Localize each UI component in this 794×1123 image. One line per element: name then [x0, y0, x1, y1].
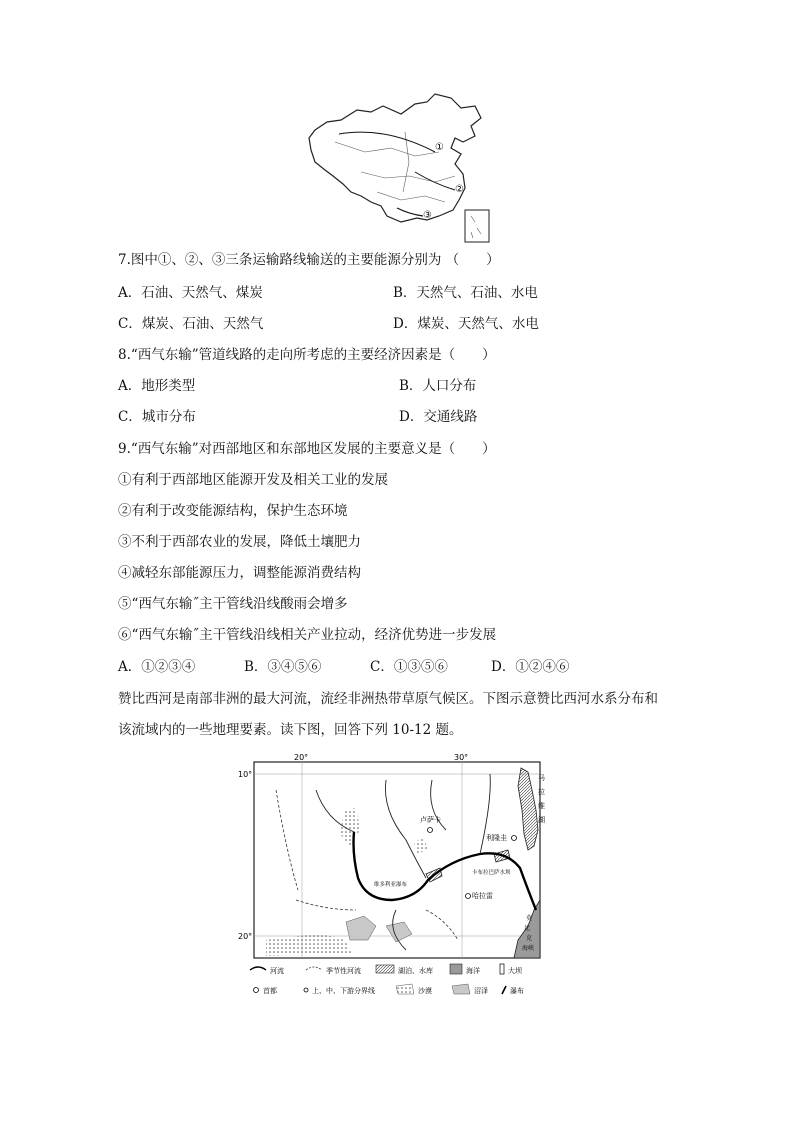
lat-label-10: 10°: [238, 770, 253, 779]
label-victoria-falls: 维多利亚瀑布: [374, 882, 408, 888]
lon-label-30: 30°: [454, 753, 469, 762]
province-border: [377, 192, 445, 202]
label-lake-malawi: 维: [538, 802, 545, 810]
map-legend: [250, 964, 524, 995]
legend-swamp-symbol: [452, 984, 470, 994]
label-lake-malawi: 马: [538, 774, 545, 782]
q9-stem: 9.“西气东输”对西部地区和东部地区发展的主要意义是（ ）: [118, 441, 496, 457]
q9-item-3: ③不利于西部农业的发展，降低土壤肥力: [118, 534, 361, 550]
q9-option-d[interactable]: D．①②④⑥: [491, 659, 570, 675]
label-lusaka: 卢萨卡: [420, 816, 441, 824]
passage-line-1: 赞比西河是南部非洲的最大河流，流经非洲热带草原气候区。下图示意赞比西河水系分布和: [118, 691, 658, 707]
province-border: [361, 172, 455, 182]
label-lake-malawi: 拉: [538, 788, 545, 796]
marker-3: ③: [423, 210, 432, 221]
q9-item-4: ④减轻东部能源压力，调整能源消费结构: [118, 565, 361, 581]
q9-item-2: ②有利于改变能源结构，保护生态环境: [118, 503, 348, 519]
label-mozambique-channel: 比: [524, 925, 531, 932]
label-harare: 哈拉雷: [472, 892, 493, 900]
legend-dam: 大坝: [508, 967, 522, 975]
passage-line-2: 该流域内的一些地理要素。读下图，回答下列 10-12 题。: [118, 722, 463, 738]
legend-dam-symbol: [500, 964, 504, 974]
legend-river-symbol: [250, 967, 266, 970]
capital-lusaka-symbol: [428, 828, 433, 833]
q8-option-a[interactable]: A．地形类型: [118, 378, 196, 394]
label-lilongwe: 利隆圭: [486, 834, 507, 842]
legend-ocean-symbol: [450, 964, 462, 974]
marker-2: ②: [455, 184, 464, 195]
legend-desert: 沙漠: [418, 987, 432, 995]
legend-boundary: 上、中、下游分界线: [312, 987, 375, 995]
legend-lake-reservoir: 湖泊、水库: [398, 967, 433, 975]
legend-river: 河流: [270, 967, 284, 975]
province-border: [335, 142, 439, 156]
q8-option-c[interactable]: C．城市分布: [118, 409, 196, 425]
legend-seasonal-symbol: [306, 967, 322, 970]
q9-item-5: ⑤“西气东输˝主干管线沿线酸雨会增多: [118, 596, 348, 612]
q8-option-d[interactable]: D．交通线路: [399, 409, 478, 425]
label-mozambique-channel: 克: [526, 935, 533, 942]
label-cahora-bassa: 卡布拉巴萨水坝: [472, 870, 511, 876]
q9-option-c[interactable]: C．①③⑤⑥: [370, 659, 448, 675]
q7-stem: 7.图中①、②、③三条运输路线输送的主要能源分别为 （ ）: [118, 252, 500, 268]
legend-waterfall: 瀑布: [510, 987, 524, 995]
q7-option-d[interactable]: D．煤炭、天然气、水电: [393, 316, 539, 332]
south-sea-inset: [465, 210, 489, 242]
capital-lilongwe-symbol: [512, 836, 517, 841]
q7-option-b[interactable]: B．天然气、石油、水电: [393, 285, 538, 301]
q8-option-b[interactable]: B．人口分布: [399, 378, 477, 394]
q7-option-c[interactable]: C．煤炭、石油、天然气: [118, 316, 264, 332]
label-lake-malawi: 湖: [538, 816, 545, 824]
legend-capital: 首都: [263, 987, 277, 995]
label-mozambique-channel: 莫: [526, 915, 533, 922]
province-border: [403, 132, 409, 192]
route-1: [339, 132, 435, 152]
legend-swamp: 沼泽: [474, 987, 488, 995]
legend-waterfall-symbol: [502, 986, 506, 994]
q9-item-6: ⑥“西气东输˝主干管线沿线相关产业拉动，经济优势进一步发展: [118, 627, 497, 643]
capital-harare-symbol: [466, 894, 471, 899]
legend-ocean: 海洋: [466, 967, 480, 975]
q9-option-b[interactable]: B．③④⑤⑥: [244, 659, 322, 675]
q8-stem: 8.“西气东输”管道线路的走向所考虑的主要经济因素是（ ）: [118, 347, 496, 363]
zambezi-map: [236, 750, 560, 1002]
lon-label-20: 20°: [294, 753, 309, 762]
legend-desert-symbol: [396, 984, 414, 994]
china-map: [305, 92, 491, 244]
legend-boundary-symbol: [304, 988, 308, 992]
q9-option-a[interactable]: A．①②③④: [118, 659, 196, 675]
marker-1: ①: [435, 142, 444, 153]
label-mozambique-channel: 海峡: [522, 945, 535, 952]
q7-option-a[interactable]: A．石油、天然气、煤炭: [118, 285, 263, 301]
lat-label-20: 20°: [238, 932, 253, 941]
q9-item-1: ①有利于西部地区能源开发及相关工业的发展: [118, 472, 388, 488]
route-2: [415, 172, 455, 190]
legend-seasonal-river: 季节性河流: [326, 967, 361, 975]
route-3: [397, 208, 423, 216]
china-outline: [309, 94, 481, 222]
legend-capital-symbol: [254, 988, 259, 993]
legend-lake-symbol: [376, 965, 394, 973]
